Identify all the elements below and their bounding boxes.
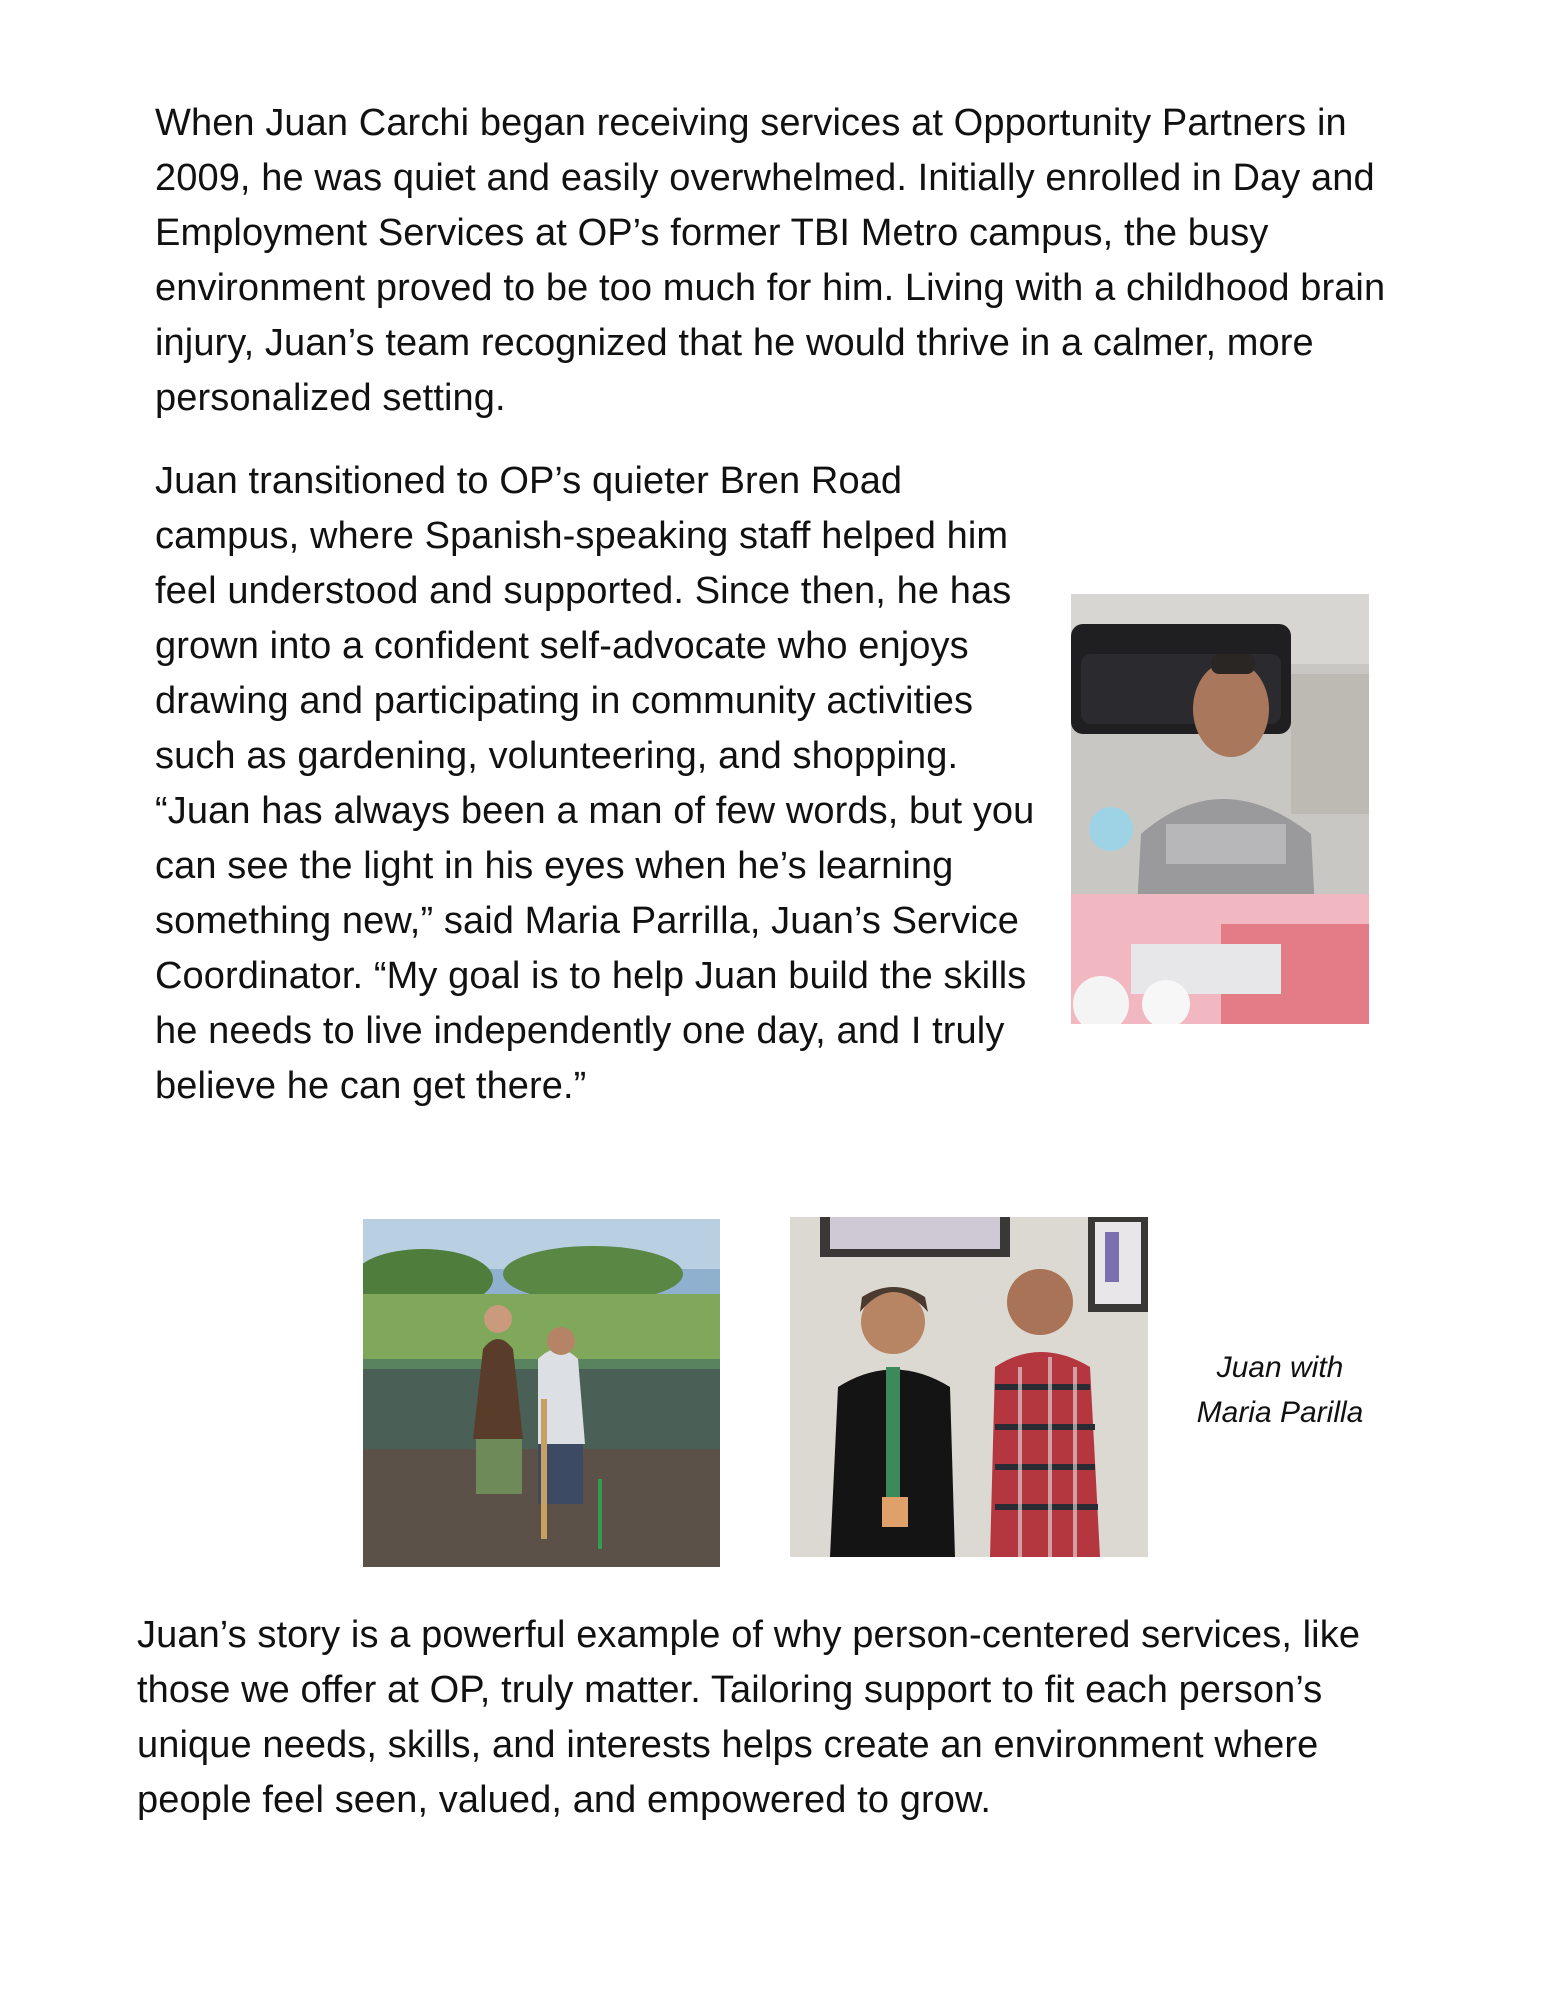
story-paragraph-intro: When Juan Carchi began receiving services at Opportunity Partners in 2009, he was quiet and easily overwhelmed. Initially enrolled in Day and Employment Services at OP’s former TBI Metro campus, the busy environment proved to be too much for him. Living with a childhood brain injury, Juan’s team recognized that he would thrive in a calmer, more personalized setting. xyxy=(155,102,1386,419)
photo-juan-crafting xyxy=(1071,594,1369,1024)
story-paragraph-transition: Juan transitioned to OP’s quieter Bren Road campus, where Spanish-speaking staff helped him feel understood and supported. Since then, he has grown into a confident self-advocate who enjoys drawing and participating in community activities such as gardening, volunteering, and shopping. “Juan has always been a man of few words, but you can see the light in his eyes when he’s learning something new,” said Maria Parrilla, Juan’s Service Coordinator. “My goal is to help Juan build the skills he needs to live independently one day, and I truly believe he can get there.” xyxy=(155,460,1035,1107)
caption-line-2: Maria Parilla xyxy=(1196,1396,1364,1429)
photo-juan-gardening xyxy=(363,1219,720,1567)
photo-caption xyxy=(1180,1345,1380,1435)
photo-juan-with-maria xyxy=(790,1217,1148,1557)
story-paragraph-conclusion: Juan’s story is a powerful example of why person-centered services, like those we offer at OP, truly matter. Tailoring support to fit each person’s unique needs, skills, and interests helps create an environment where people feel seen, valued, and empowered to grow. xyxy=(137,1614,1361,1821)
caption-line-1: Juan with xyxy=(1216,1351,1344,1384)
